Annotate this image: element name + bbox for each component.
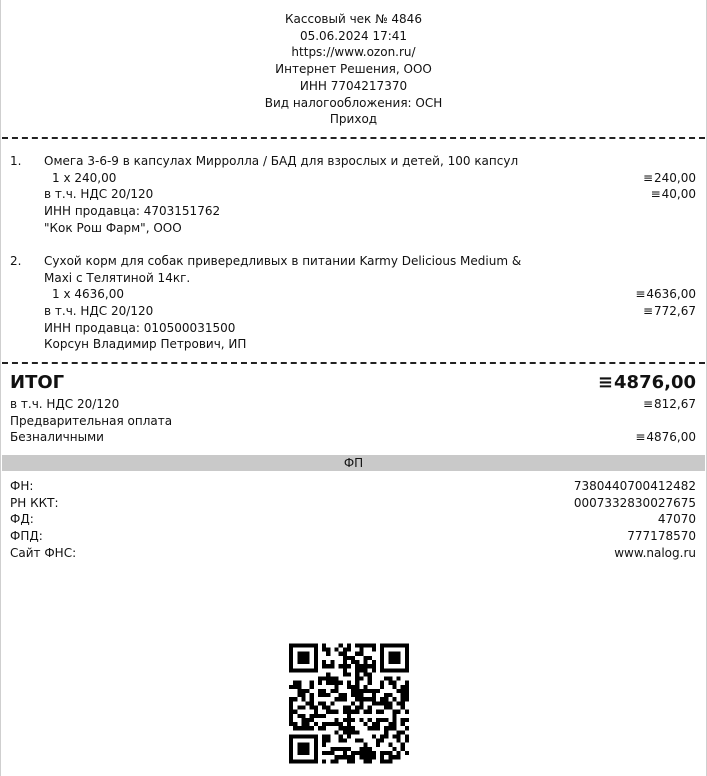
item-name: Сухой корм для собак привередливых в питании Karmy Delicious Medium & Maxi с Телятиной 14кг. [44, 254, 522, 285]
tax-system: Вид налогообложения: ОСН [264, 95, 443, 110]
total-vat-row [10, 396, 696, 413]
receipt-datetime: 05.06.2024 17:41 [299, 28, 408, 43]
divider-top [2, 137, 705, 139]
item-vat [643, 303, 696, 320]
fpd-value: 777178570 [627, 529, 696, 544]
currency-icon: ≡ [635, 430, 646, 445]
total-label: ИТОГ [10, 372, 65, 393]
fns-site-label: Сайт ФНС: [10, 545, 77, 560]
item-vat-value: 772,67 [654, 304, 696, 319]
cashless-value: 4876,00 [646, 430, 696, 445]
fiscal-section [10, 478, 696, 561]
item-sum [643, 170, 696, 187]
cashless-row [10, 429, 696, 446]
fns-site-link[interactable]: www.nalog.ru [614, 545, 696, 560]
fpd-label: ФПД: [10, 529, 43, 544]
item-vat-label: в т.ч. НДС 20/120 [44, 187, 154, 202]
seller-site-link[interactable]: https://www.ozon.ru/ [291, 45, 416, 60]
total-vat [643, 396, 696, 413]
list-item [10, 153, 696, 236]
item-qty-row [10, 170, 696, 187]
company-name: Интернет Решения, ООО [275, 62, 432, 77]
fns-site-row [10, 545, 696, 562]
currency-icon: ≡ [635, 287, 646, 302]
total-vat-value: 812,67 [654, 397, 696, 411]
item-name: Омега 3-6-9 в капсулах Мирролла / БАД для взрослых и детей, 100 капсул [44, 154, 519, 168]
item-vat-row [10, 303, 696, 320]
fp-section-bar: ФП [2, 455, 705, 471]
fpd-row [10, 528, 696, 545]
currency-icon: ≡ [642, 170, 653, 185]
prepayment-row [10, 413, 696, 430]
operation-type: Приход [329, 112, 378, 127]
item-seller: Корсун Владимир Петрович, ИП [44, 337, 247, 352]
item-number: 2. [10, 254, 22, 268]
currency-icon: ≡ [642, 304, 653, 319]
total-row [10, 370, 696, 396]
item-seller-inn: ИНН продавца: 010500031500 [44, 320, 236, 335]
company-inn: ИНН 7704217370 [299, 78, 408, 93]
currency-icon: ≡ [642, 397, 653, 411]
item-qty-row [10, 286, 696, 303]
currency-icon: ≡ [650, 187, 661, 202]
item-vat-label: в т.ч. НДС 20/120 [44, 304, 154, 319]
item-vat-row [10, 186, 696, 203]
list-item [10, 253, 696, 353]
cashless-amount [635, 429, 696, 446]
total-amount [598, 370, 696, 396]
item-number: 1. [10, 154, 22, 168]
item-seller: "Кок Рош Фарм", ООО [44, 220, 182, 235]
rn-value: 0007332830027675 [573, 495, 696, 510]
fn-label: ФН: [10, 479, 34, 493]
currency-icon: ≡ [597, 372, 614, 393]
total-value: 4876,00 [614, 372, 696, 393]
fd-row [10, 511, 696, 528]
divider-bottom [2, 362, 705, 364]
item-seller-inn: ИНН продавца: 4703151762 [44, 204, 221, 219]
qr-code-icon [289, 643, 409, 768]
item-vat [651, 186, 696, 203]
item-sum-value: 4636,00 [646, 287, 696, 302]
item-vat-value: 40,00 [661, 187, 696, 202]
fd-value: 47070 [657, 512, 696, 527]
totals-section [10, 370, 696, 446]
item-sum [635, 286, 696, 303]
rn-label: РН ККТ: [10, 495, 59, 510]
fn-value: 7380440700412482 [573, 479, 696, 493]
prepayment-label: Предварительная оплата [10, 413, 173, 428]
cashless-label: Безналичными [10, 430, 104, 445]
rn-row [10, 495, 696, 512]
fn-row [10, 478, 696, 495]
item-sum-value: 240,00 [654, 170, 696, 185]
fd-label: ФД: [10, 512, 34, 527]
item-qty-price: 1 х 4636,00 [52, 287, 124, 302]
receipt-header [1, 11, 706, 128]
total-vat-label: в т.ч. НДС 20/120 [10, 397, 120, 411]
receipt-title: Кассовый чек № 4846 [285, 12, 422, 26]
item-qty-price: 1 х 240,00 [52, 170, 117, 185]
